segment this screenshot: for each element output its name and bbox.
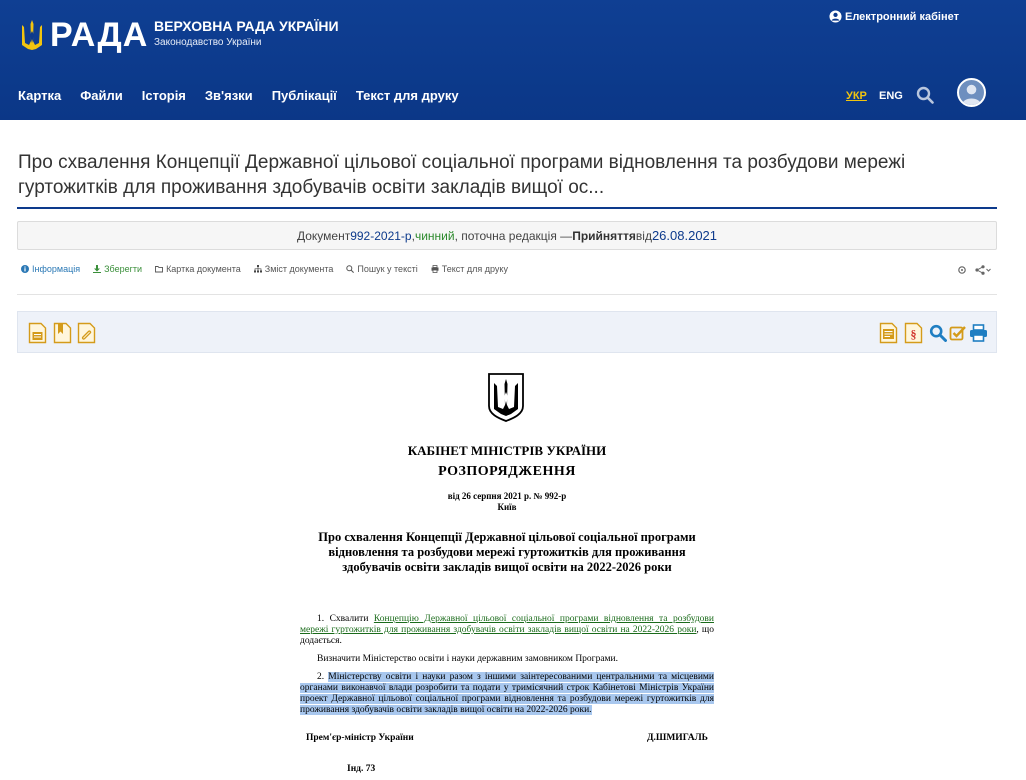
attachment-document-icon[interactable] [77,322,96,344]
settings-icon[interactable] [957,265,967,275]
document-city: Київ [497,502,517,512]
issuing-authority: КАБІНЕТ МІНІСТРІВ УКРАЇНИ [407,443,607,458]
tool-search-text[interactable] [346,264,417,274]
document-heading: Про схвалення Концепції Державної цільової соціальної програми відновлення та розбудови мережі гуртожитків для проживання здобувачів освіти закладів вищої освіти на 2022-2026 роки [318,530,696,574]
adoption-date[interactable]: 26.08.2021 [651,228,718,243]
text-document-icon[interactable] [28,322,47,344]
tool-save-label: Зберегти [104,264,143,274]
paragraph-3 [300,672,714,716]
tools-right [957,264,991,275]
tool-save[interactable] [93,264,142,274]
logo-subtitle: Законодавство України [154,37,262,48]
tool-contents-label: Зміст документа [264,264,334,274]
tool-print[interactable] [431,264,508,274]
cabinet-label: Електронний кабінет [845,10,959,23]
p2-text: Визначити Міністерство освіти і науки державним замовником Програми. [317,654,619,664]
svg-text:§: § [910,327,917,341]
document-status-bar [17,221,997,250]
document-icon-toolbar [17,311,997,353]
bookmark-document-icon[interactable] [53,322,72,344]
logo-text[interactable] [154,18,339,50]
document-state: чинний [414,228,455,243]
search-icon[interactable] [916,86,934,104]
nav-item-print-text[interactable]: Текст для друку [355,88,459,103]
printer-icon [431,265,439,273]
status-from: від [635,228,652,243]
tool-contents[interactable] [254,264,334,274]
avatar[interactable] [957,78,986,107]
document-tools [21,264,521,274]
print-icon[interactable] [969,324,988,342]
tools-divider [17,294,997,295]
document-list-icon[interactable] [879,322,898,344]
page-title: Про схвалення Концепції Державної цільової соціальної програми відновлення та розбудови мережі гуртожитків для проживання здобувачів освіти закладів вищої ос... [18,152,906,198]
concept-link[interactable]: Концепцію Державної цільової соціальної програми відновлення та розбудови мережі гуртожитків для проживання здобувачів освіти закладів вищої освіти на 2022-2026 роки [300,614,714,635]
nav-item-history[interactable]: Історія [141,88,186,103]
find-icon[interactable] [929,324,947,342]
tool-print-label: Текст для друку [441,264,508,274]
top-nav [18,88,478,104]
tool-search-text-label: Пошук у тексті [357,264,418,274]
user-circle-icon [829,10,842,23]
share-icon[interactable] [975,265,991,275]
p3-start: 2. [317,672,329,682]
p1-end: , що додається. [300,625,714,646]
logo-word: РАДА [50,16,149,54]
nav-item-files[interactable]: Файли [80,88,123,103]
tool-doc-card[interactable] [155,264,241,274]
trident-icon [20,19,44,51]
check-edit-icon[interactable] [949,324,967,342]
p1-start: 1. Схвалити [317,614,374,624]
folder-icon [155,265,163,273]
tool-info-label: Інформація [32,264,81,274]
tool-doc-card-label: Картка документа [166,264,241,274]
lang-ukr[interactable]: УКР [846,90,867,102]
logo-title: ВЕРХОВНА РАДА УКРАЇНИ [154,18,339,34]
document-date-line: від 26 серпня 2021 р. № 992-р [447,491,567,501]
law-section-icon[interactable] [904,322,923,344]
info-icon [21,265,29,273]
status-middle: , поточна редакція — [454,228,573,243]
adoption-label: Прийняття [572,228,636,243]
title-divider [17,207,997,209]
sitemap-icon [254,265,262,273]
logo[interactable] [20,17,148,53]
cabinet-link[interactable] [829,10,959,23]
paragraph-2 [300,654,714,665]
coat-of-arms-icon [487,372,525,422]
download-icon [93,265,101,273]
site-header [0,0,1026,120]
signer-title: Прем'єр-міністр України [306,733,414,743]
magnifier-icon [346,265,354,273]
document-index: Інд. 73 [347,764,376,774]
nav-item-publications[interactable]: Публікації [271,88,337,103]
nav-item-card[interactable]: Картка [18,88,62,103]
p3-highlighted-text: Міністерству освіти і науки разом з іншими заінтересованими центральними та місцевими органами виконавчої влади розробити та подати у тримісячний строк Кабінетові Міністрів України проект Державної цільової соціальної програми відновлення та розбудови мережі гуртожитків для проживання здобувачів освіти закладів вищої освіти на 2022-2026 роки. [300,672,714,715]
nav-item-links[interactable]: Зв'язки [204,88,253,103]
lang-eng[interactable]: ENG [879,90,903,102]
document-kind: РОЗПОРЯДЖЕННЯ [438,464,576,479]
tool-info[interactable] [21,264,80,274]
signer-name: Д.ШМИГАЛЬ [647,733,708,743]
status-sep: , [411,228,415,243]
document-number: 992-2021-р [350,228,412,243]
status-prefix: Документ [296,228,351,243]
paragraph-1 [300,614,714,647]
user-silhouette-icon [959,80,984,105]
